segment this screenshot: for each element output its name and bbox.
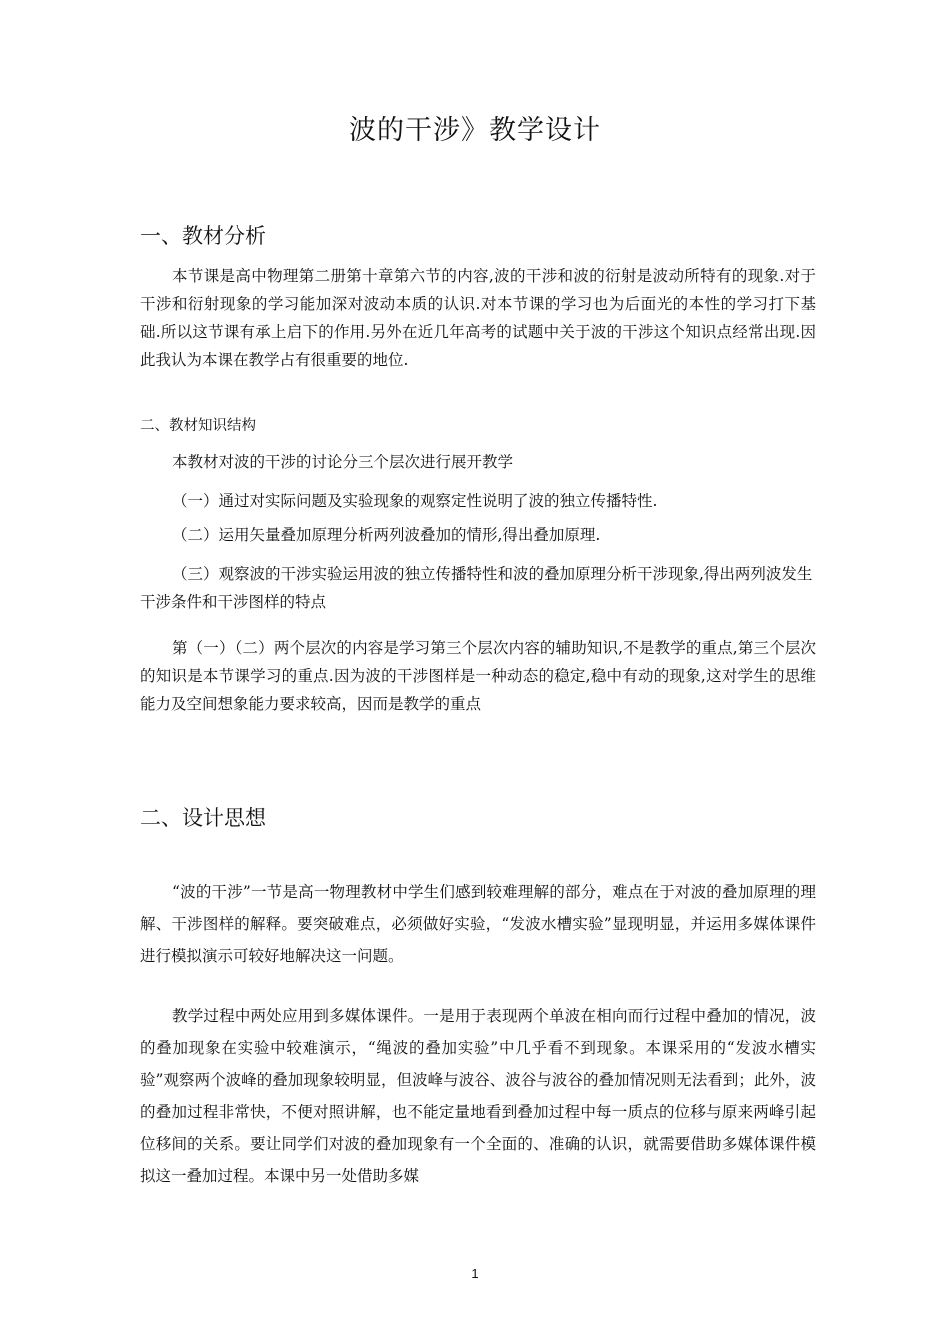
knowledge-structure-item-3: （三）观察波的干涉实验运用波的独立传播特性和波的叠加原理分析干涉现象,得出两列波发生干涉条件和干涉图样的特点 <box>140 565 813 611</box>
knowledge-structure-intro: 本教材对波的干涉的讨论分三个层次进行展开教学 <box>172 453 514 471</box>
knowledge-structure-item-1: （一）通过对实际问题及实验现象的观察定性说明了波的独立传播特性. <box>172 492 658 510</box>
textbook-analysis-paragraph: 本节课是高中物理第二册第十章第六节的内容,波的干涉和波的衍射是波动所特有的现象.对于干涉和衍射现象的学习能加深对波动本质的认识.对本节课的学习也为后面光的本性的学习打下基础.所以这节课有承上启下的作用.另外在近几年高考的试题中关于波的干涉这个知识点经常出现.因此我认为本课在教学占有很重要的地位. <box>140 267 816 369</box>
page-number: 1 <box>471 1266 479 1281</box>
design-idea-paragraph-1: “波的干涉”一节是高一物理教材中学生们感到较难理解的部分，难点在于对波的叠加原理的理解、干涉图样的解释。要突破难点，必须做好实验，“发波水槽实验”显现明显，并运用多媒体课件进行模拟演示可较好地解决这一问题。 <box>140 883 816 965</box>
section-heading-design-idea: 二、设计思想 <box>140 806 266 830</box>
section-heading-knowledge-structure: 二、教材知识结构 <box>140 418 256 434</box>
section-heading-textbook-analysis: 一、教材分析 <box>140 224 266 248</box>
design-idea-paragraph-2: 教学过程中两处应用到多媒体课件。一是用于表现两个单波在相向而行过程中叠加的情况，波的叠加现象在实验中较难演示，“绳波的叠加实验”中几乎看不到现象。本课采用的“发波水槽实验”观察两个波峰的叠加现象较明显，但波峰与波谷、波谷与波谷的叠加情况则无法看到；此外，波的叠加过程非常快，不便对照讲解，也不能定量地看到叠加过程中每一质点的位移与原来两峰引起位移间的关系。要让同学们对波的叠加现象有一个全面的、准确的认识，就需要借助多媒体课件模拟这一叠加过程。本课中另一处借助多媒 <box>140 1007 816 1185</box>
document-title: 波的干涉》教学设计 <box>349 115 601 146</box>
knowledge-structure-summary: 第（一）（二）两个层次的内容是学习第三个层次内容的辅助知识,不是教学的重点,第三个层次的知识是本节课学习的重点.因为波的干涉图样是一种动态的稳定,稳中有动的现象,这对学生的思维能力及空间想象能力要求较高，因而是教学的重点 <box>140 639 816 713</box>
knowledge-structure-item-2: （二）运用矢量叠加原理分析两列波叠加的情形,得出叠加原理. <box>172 526 601 544</box>
